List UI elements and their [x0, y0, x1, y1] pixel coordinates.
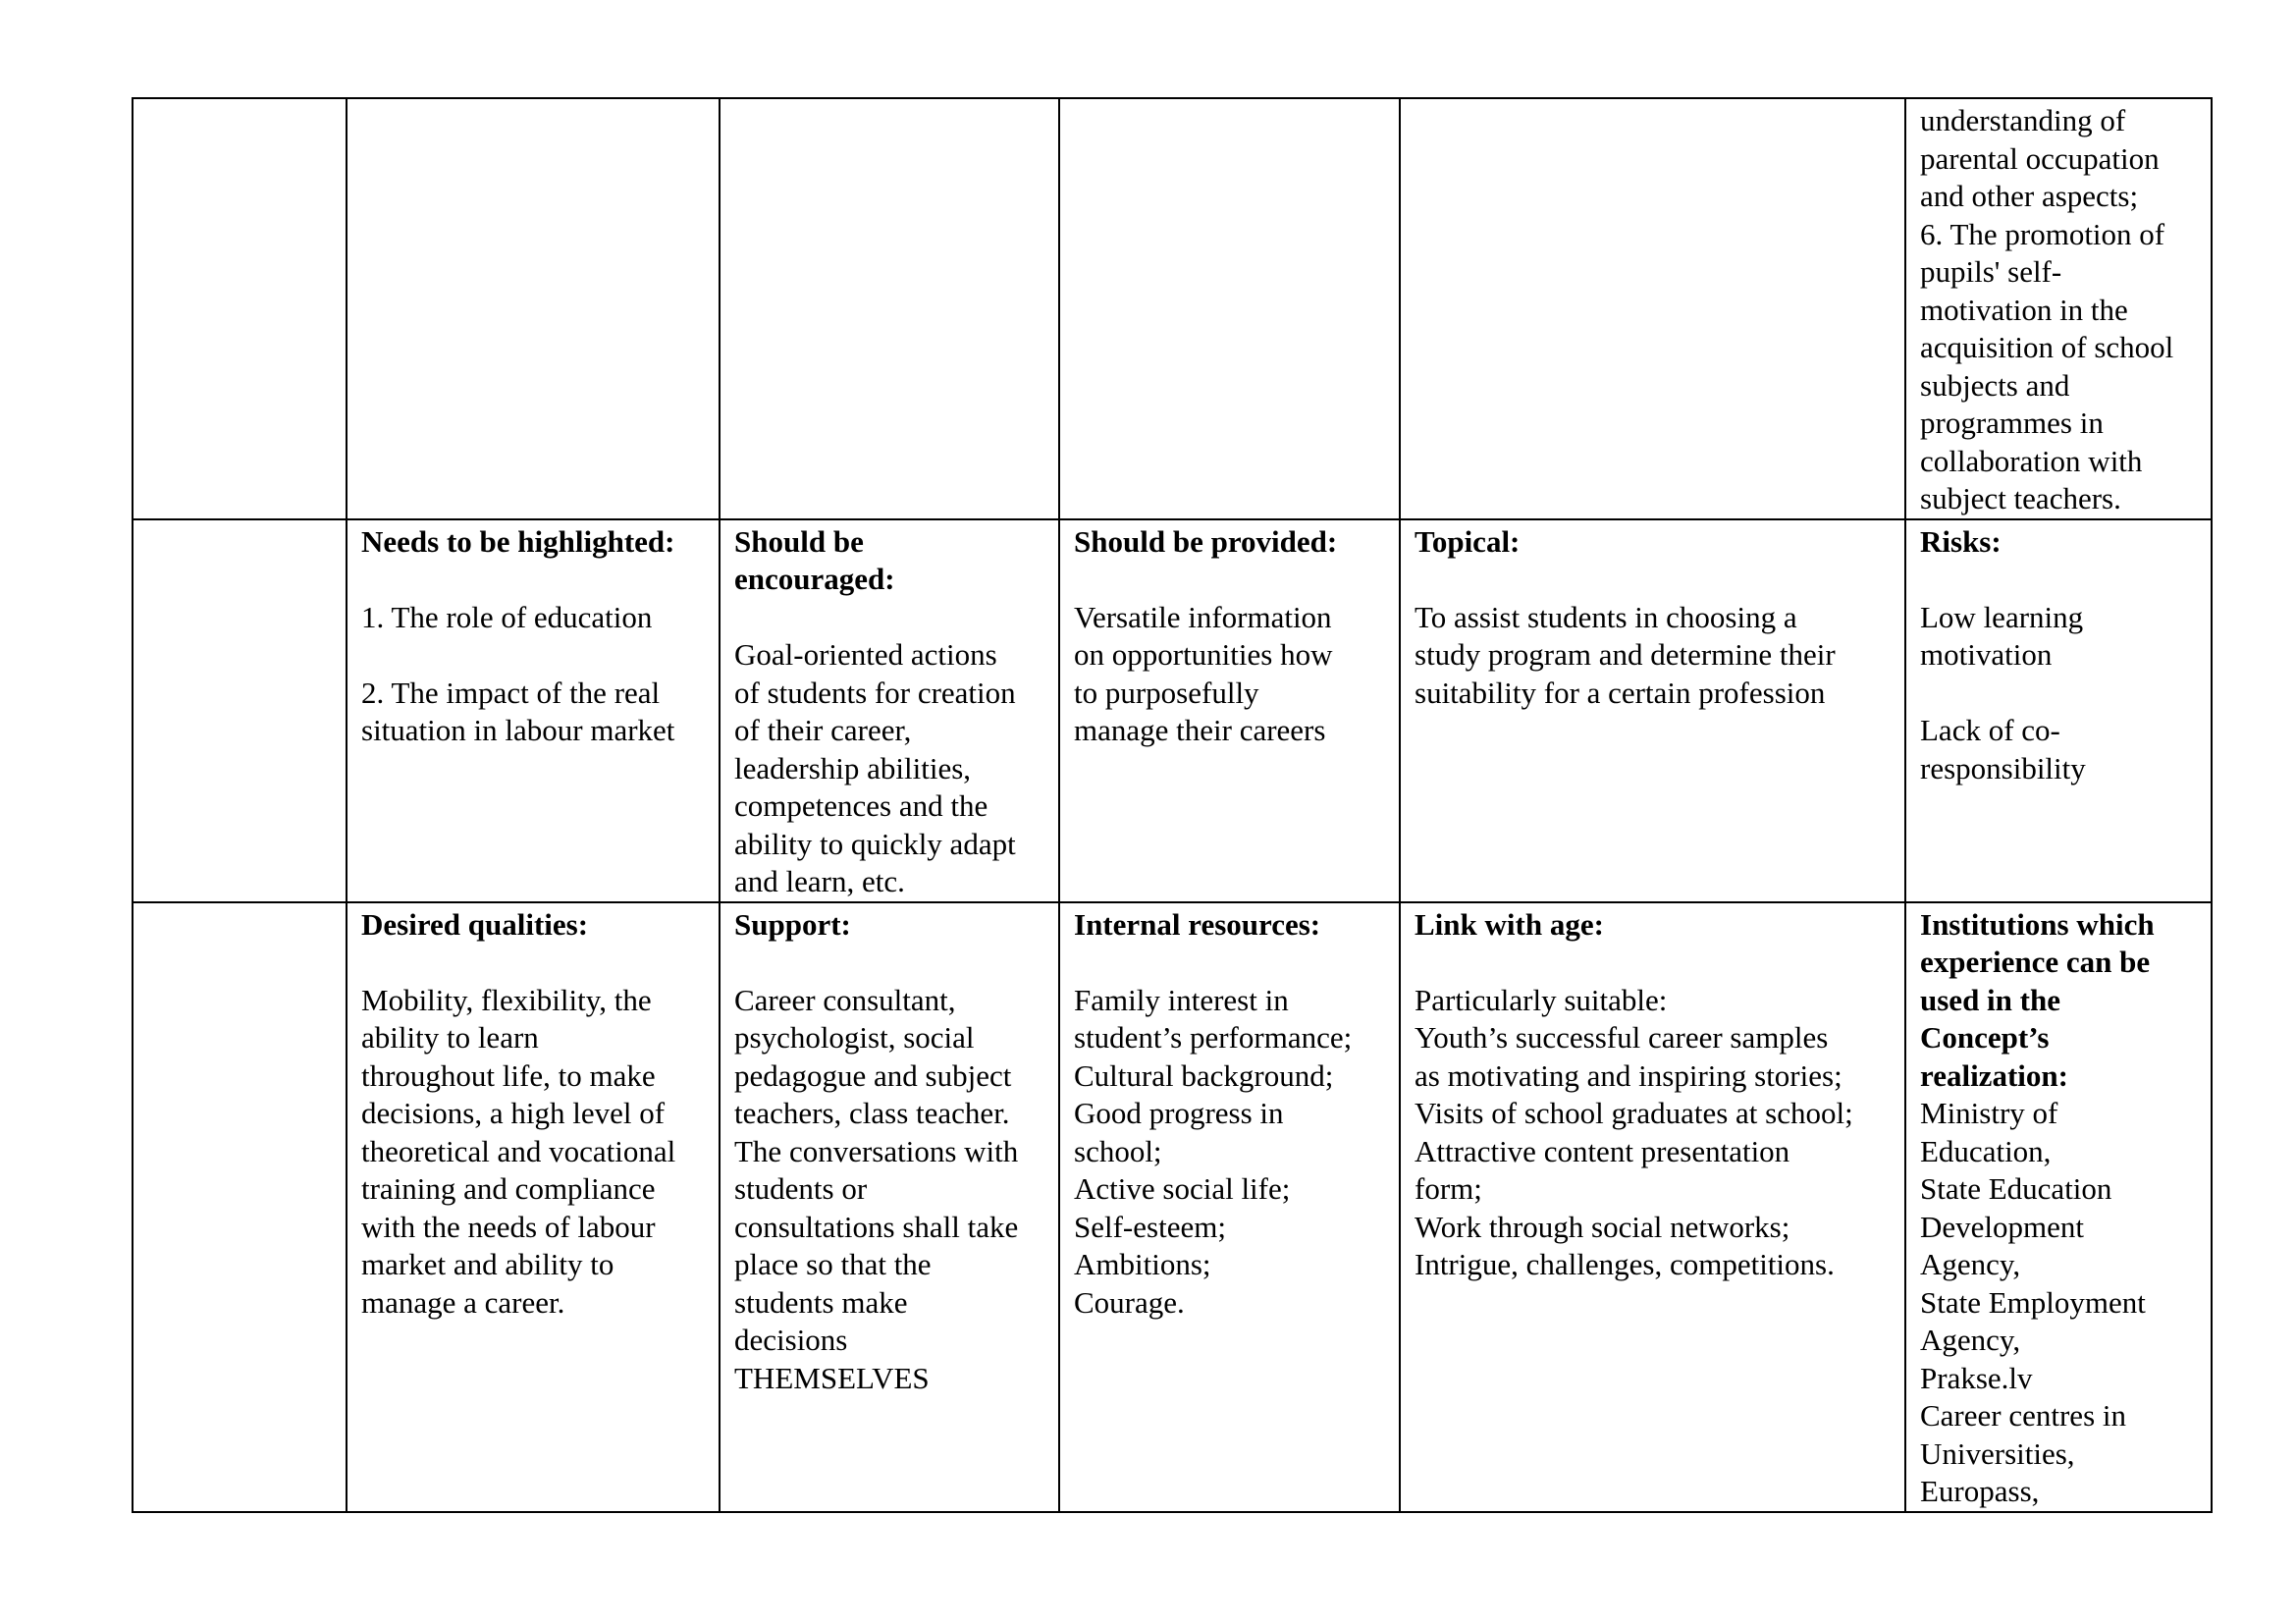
- blank-line: [1074, 944, 1387, 982]
- concept-table: [132, 97, 2213, 1513]
- cell-text-line: Low learning: [1920, 599, 2084, 634]
- blank-line: [1920, 675, 2199, 713]
- cell-text-line: collaboration with: [1920, 443, 2143, 478]
- cell-text-line: competences and the: [734, 788, 988, 823]
- table-row: [133, 902, 2212, 1512]
- cell-text-line: responsibility: [1920, 750, 2086, 785]
- blank-line: [734, 944, 1046, 982]
- cell-text-line: ability to learn: [361, 1020, 539, 1055]
- cell-text-line: and learn, etc.: [734, 864, 905, 898]
- table-cell: [1059, 902, 1400, 1512]
- cell-text-line: Cultural background;: [1074, 1057, 1334, 1093]
- table-cell: [1905, 98, 2212, 519]
- cell-text-line: 2. The impact of the real: [361, 675, 661, 710]
- cell-text-line: 6. The promotion of: [1920, 216, 2165, 251]
- table-cell: [347, 902, 720, 1512]
- cell-text-line: pedagogue and subject: [734, 1057, 1012, 1093]
- cell-text-line: acquisition of school: [1920, 330, 2174, 364]
- table-cell: [1400, 902, 1905, 1512]
- blank-line: [1920, 561, 2199, 599]
- cell-text-line: Active social life;: [1074, 1171, 1291, 1206]
- table-cell: [1059, 519, 1400, 902]
- table-cell: [1059, 98, 1400, 519]
- cell-text-line: Education,: [1920, 1133, 2052, 1168]
- cell-text-line: throughout life, to make: [361, 1057, 656, 1093]
- table-cell: [133, 902, 347, 1512]
- table-body: [133, 98, 2212, 1512]
- cell-text-line: State Education: [1920, 1171, 2112, 1206]
- cell-text-line: situation in labour market: [361, 713, 675, 747]
- cell-text-line: study program and determine their: [1415, 637, 1836, 672]
- cell-heading: Should be encouraged:: [734, 523, 895, 596]
- blank-line: [734, 599, 1046, 637]
- cell-text-line: subject teachers.: [1920, 481, 2121, 515]
- cell-heading: Internal resources:: [1074, 906, 1321, 942]
- blank-line: [1415, 561, 1893, 599]
- cell-text-line: manage a career.: [361, 1284, 565, 1320]
- cell-text-line: The conversations with: [734, 1133, 1019, 1168]
- cell-text-line: as motivating and inspiring stories;: [1415, 1057, 1842, 1093]
- cell-text-line: programmes in: [1920, 406, 2104, 440]
- cell-text-line: motivation in the: [1920, 292, 2128, 327]
- cell-text-line: Work through social networks;: [1415, 1209, 1790, 1244]
- cell-text-line: decisions: [734, 1323, 848, 1357]
- cell-text-line: of their career,: [734, 713, 912, 747]
- cell-text-line: Courage.: [1074, 1284, 1185, 1320]
- cell-text-line: market and ability to: [361, 1247, 614, 1281]
- table-cell: [720, 519, 1059, 902]
- cell-text-line: on opportunities how: [1074, 637, 1333, 672]
- cell-text-line: Versatile information: [1074, 599, 1332, 634]
- cell-text-line: training and compliance: [361, 1171, 656, 1206]
- blank-line: [1415, 944, 1893, 982]
- cell-text-line: Agency,: [1920, 1323, 2021, 1357]
- table-cell: [1905, 519, 2212, 902]
- table-cell: [347, 519, 720, 902]
- cell-text-line: suitability for a certain profession: [1415, 675, 1826, 710]
- cell-text-line: Mobility, flexibility, the: [361, 982, 652, 1017]
- table-cell: [1400, 98, 1905, 519]
- cell-text-line: manage their careers: [1074, 713, 1326, 747]
- cell-text-line: leadership abilities,: [734, 750, 972, 785]
- cell-heading: Should be provided:: [1074, 523, 1338, 559]
- cell-text-line: consultations shall take: [734, 1209, 1019, 1244]
- cell-text-line: State Employment: [1920, 1284, 2146, 1320]
- cell-text-line: Universities,: [1920, 1435, 2075, 1471]
- cell-text-line: Prakse.lv: [1920, 1360, 2033, 1395]
- cell-text-line: motivation: [1920, 637, 2053, 672]
- cell-text-line: form;: [1415, 1171, 1482, 1206]
- cell-text-line: Attractive content presentation: [1415, 1133, 1790, 1168]
- cell-text-line: students make: [734, 1284, 908, 1320]
- cell-text-line: 1. The role of education: [361, 599, 653, 634]
- cell-text-line: theoretical and vocational: [361, 1133, 676, 1168]
- table-cell: [1905, 902, 2212, 1512]
- cell-text-line: Ambitions;: [1074, 1247, 1211, 1281]
- cell-text-line: Self-esteem;: [1074, 1209, 1226, 1244]
- cell-text-line: Agency,: [1920, 1247, 2021, 1281]
- cell-text-line: school;: [1074, 1133, 1162, 1168]
- cell-text-line: Youth’s successful career samples: [1415, 1020, 1829, 1055]
- blank-line: [1074, 561, 1387, 599]
- blank-line: [361, 944, 707, 982]
- cell-text-line: with the needs of labour: [361, 1209, 656, 1244]
- cell-text-line: Ministry of: [1920, 1096, 2058, 1130]
- cell-text-line: parental occupation: [1920, 140, 2160, 176]
- cell-heading: Risks:: [1920, 523, 2002, 559]
- cell-text-line: Good progress in: [1074, 1096, 1284, 1130]
- cell-text-line: Visits of school graduates at school;: [1415, 1096, 1853, 1130]
- cell-text-line: Lack of co-: [1920, 713, 2060, 747]
- table-row: [133, 98, 2212, 519]
- cell-text-line: students or: [734, 1171, 868, 1206]
- blank-line: [361, 636, 707, 675]
- cell-text-line: student’s performance;: [1074, 1020, 1353, 1055]
- cell-text-line: teachers, class teacher.: [734, 1096, 1010, 1130]
- cell-text-line: Family interest in: [1074, 982, 1289, 1017]
- cell-text-line: Particularly suitable:: [1415, 982, 1668, 1017]
- cell-text-line: THEMSELVES: [734, 1360, 930, 1395]
- cell-heading: Desired qualities:: [361, 906, 589, 942]
- cell-text-line: ability to quickly adapt: [734, 826, 1016, 861]
- cell-text-line: Goal-oriented actions: [734, 637, 997, 672]
- cell-text-line: decisions, a high level of: [361, 1096, 666, 1130]
- cell-text-line: subjects and: [1920, 367, 2070, 403]
- cell-text-line: pupils' self-: [1920, 254, 2062, 289]
- cell-text-line: Career consultant,: [734, 982, 956, 1017]
- cell-text-line: to purposefully: [1074, 675, 1259, 710]
- table-cell: [1400, 519, 1905, 902]
- table-cell: [347, 98, 720, 519]
- table-cell: [133, 98, 347, 519]
- table-row: [133, 519, 2212, 902]
- table-cell: [133, 519, 347, 902]
- cell-text-line: and other aspects;: [1920, 179, 2139, 213]
- cell-heading: Support:: [734, 906, 851, 942]
- cell-text-line: Development: [1920, 1209, 2085, 1244]
- table-cell: [720, 902, 1059, 1512]
- cell-text-line: Europass,: [1920, 1474, 2040, 1508]
- cell-text-line: To assist students in choosing a: [1415, 599, 1797, 634]
- table-cell: [720, 98, 1059, 519]
- cell-text-line: place so that the: [734, 1247, 932, 1281]
- cell-text-line: of students for creation: [734, 675, 1016, 710]
- cell-text-line: Career centres in: [1920, 1398, 2126, 1433]
- cell-heading: Institutions which experience can be used in the Concept’s realization:: [1920, 906, 2155, 1093]
- cell-heading: Link with age:: [1415, 906, 1604, 942]
- cell-text-line: Intrigue, challenges, competitions.: [1415, 1247, 1835, 1281]
- cell-heading: Needs to be highlighted:: [361, 523, 675, 559]
- cell-heading: Topical:: [1415, 523, 1521, 559]
- cell-text-line: psychologist, social: [734, 1020, 975, 1055]
- cell-text-line: understanding of: [1920, 103, 2126, 137]
- blank-line: [361, 561, 707, 599]
